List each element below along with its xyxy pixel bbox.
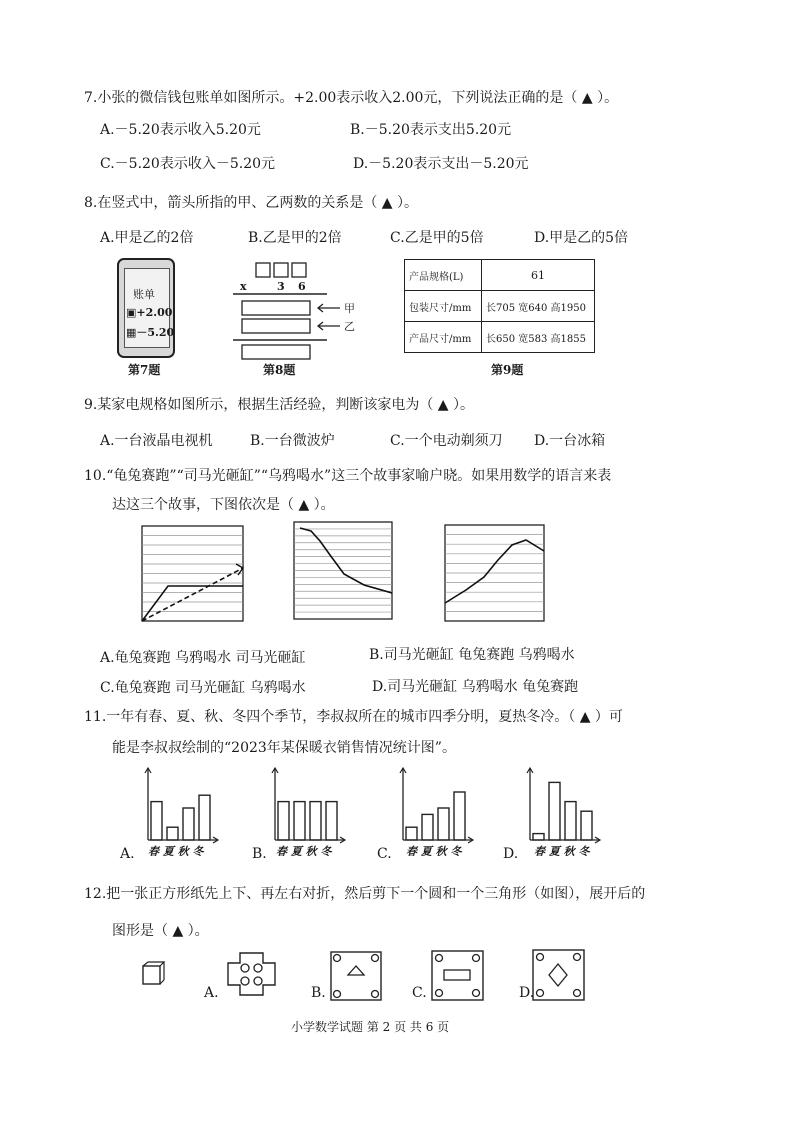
q11-option-b[interactable]: B. [252, 846, 267, 862]
q12-stem-line1: 12.把一张正方形纸先上下、再左右对折，然后剪下一个圆和一个三角形（如图），展开后的 [84, 886, 646, 902]
q8-option-c[interactable]: C.乙是甲的5倍 [390, 230, 484, 246]
q11-stem-line1: 11.一年有春、夏、秋、冬四个季节，李叔叔所在的城市四季分明，夏热冬冷。（ ▲ ）可 [84, 709, 623, 725]
q9-option-a[interactable]: A.一台液晶电视机 [100, 433, 213, 449]
q8-stem: 8.在竖式中，箭头所指的甲、乙两数的关系是（ ▲ ）。 [84, 195, 419, 211]
option-a-cross-shape[interactable] [228, 953, 275, 995]
option-d-square-diamond[interactable] [533, 950, 584, 1000]
table-row: 包装尺寸/mm 长705 宽640 高1950 [405, 291, 595, 322]
folded-paper-icon [143, 962, 164, 984]
q9-stem: 9.某家电规格如图所示，根据生活经验，判断该家电为（ ▲ ）。 [84, 397, 475, 413]
multiplier-digit-6: 6 [298, 280, 306, 293]
phone-income-row: ▣+2.00 [126, 306, 173, 319]
q11-stem-line2: 能是李叔叔绘制的“2023年某保暖衣销售情况统计图”。 [112, 740, 456, 756]
q10-stem-line2: 达这三个故事，下图依次是（ ▲ ）。 [112, 497, 335, 513]
phone-expense-row: ▦－5.20 [126, 326, 175, 339]
option-b-square-triangle[interactable] [331, 952, 381, 1000]
q10-stem-line1: 10.“龟兔赛跑”“司马光砸缸”“乌鸦喝水”这三个故事家喻户晓。如果用数学的语言来表 [84, 468, 612, 484]
table-row: 产品尺寸/mm 长650 宽583 高1855 [405, 322, 595, 353]
q12-option-a[interactable]: A. [204, 985, 219, 1001]
option-c-square-rect[interactable] [432, 951, 483, 1000]
q7-option-c[interactable]: C.－5.20表示收入－5.20元 [100, 156, 276, 172]
phone-bill-header: 账单 [133, 288, 155, 301]
figure-8-caption: 第8题 [263, 363, 296, 377]
q12-stem-line2: 图形是（ ▲ ）。 [112, 923, 209, 939]
q11-season-labels-c: 春 夏 秋 冬 [406, 845, 462, 858]
page-footer: 小学数学试题 第 2 页 共 6 页 [291, 1020, 450, 1034]
q7-option-d[interactable]: D.－5.20表示支出－5.20元 [353, 156, 529, 172]
label-jia: 甲 [344, 302, 355, 315]
q8-option-b[interactable]: B.乙是甲的2倍 [248, 230, 342, 246]
q10-option-a[interactable]: A.龟兔赛跑 乌鸦喝水 司马光砸缸 [100, 650, 306, 666]
figure-9-caption: 第9题 [491, 363, 524, 377]
wallet-icon: ▣ [126, 306, 137, 319]
multiplier-digit-3: 3 [277, 280, 285, 293]
q11-season-labels-d: 春 夏 秋 冬 [534, 845, 590, 858]
q12-option-c[interactable]: C. [412, 985, 427, 1001]
q10-option-b[interactable]: B.司马光砸缸 龟兔赛跑 乌鸦喝水 [369, 647, 575, 663]
q10-option-c[interactable]: C.龟兔赛跑 司马光砸缸 乌鸦喝水 [100, 680, 306, 696]
q11-option-a[interactable]: A. [120, 846, 135, 862]
q12-option-b[interactable]: B. [311, 985, 326, 1001]
table-row: 产品规格(L) 61 [405, 260, 595, 291]
q12-option-d[interactable]: D. [519, 985, 535, 1001]
label-yi: 乙 [344, 320, 355, 333]
q9-option-d[interactable]: D.一台冰箱 [534, 433, 606, 449]
q10-option-d[interactable]: D.司马光砸缸 乌鸦喝水 龟兔赛跑 [372, 679, 579, 695]
q11-season-labels-a: 春 夏 秋 冬 [148, 845, 204, 858]
q11-option-d[interactable]: D. [503, 846, 519, 862]
q8-option-a[interactable]: A.甲是乙的2倍 [100, 230, 194, 246]
q11-season-labels-b: 春 夏 秋 冬 [276, 845, 332, 858]
q9-option-c[interactable]: C.一个电动剃须刀 [390, 433, 503, 449]
q9-option-b[interactable]: B.一台微波炉 [250, 433, 335, 449]
q7-option-b[interactable]: B.－5.20表示支出5.20元 [350, 122, 512, 138]
q8-option-d[interactable]: D.甲是乙的5倍 [534, 230, 629, 246]
q11-option-c[interactable]: C. [377, 846, 392, 862]
transfer-icon: ▦ [126, 326, 137, 339]
q7-stem: 7.小张的微信钱包账单如图所示。+2.00表示收入2.00元，下列说法正确的是（ ▲ ）。 [84, 90, 619, 106]
q7-option-a[interactable]: A.－5.20表示收入5.20元 [100, 122, 261, 138]
figure-7-caption: 第7题 [128, 363, 161, 377]
times-sign: x [240, 280, 247, 293]
